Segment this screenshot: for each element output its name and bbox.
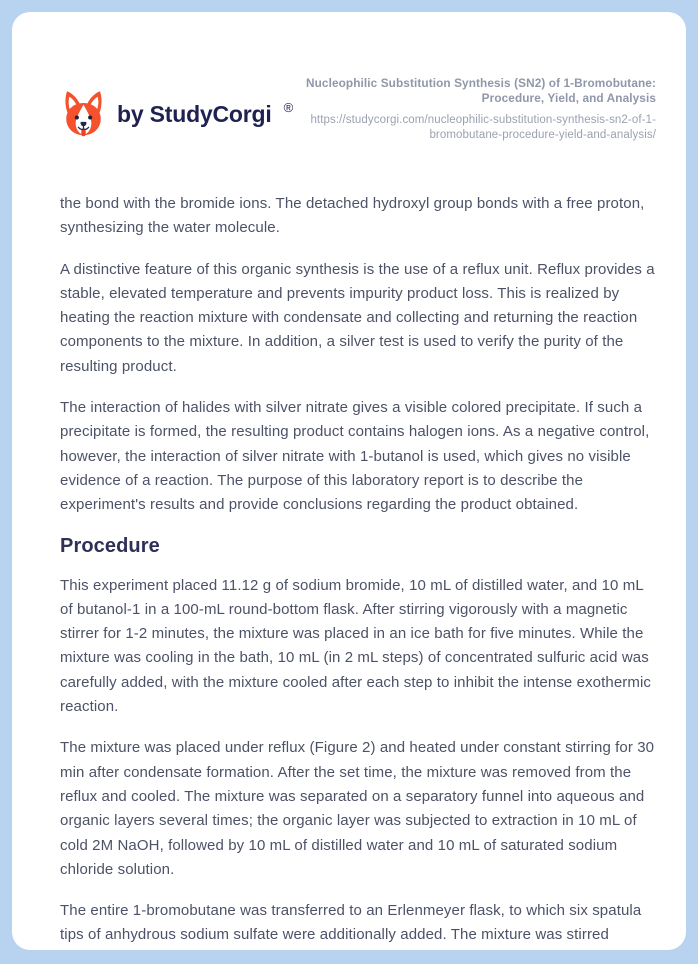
document-source-url[interactable]: https://studycorgi.com/nucleophilic-substitution-synthesis-sn2-of-1-bromobutane-procedure-yield-and-analysis/	[310, 114, 656, 141]
paragraph: The entire 1-bromobutane was transferred to an Erlenmeyer flask, to which six spatula tips of anhydrous sodium sulfate were additionally added. The mixture was stirred	[60, 902, 642, 944]
paragraph: the bond with the bromide ions. The detached hydroxyl group bonds with a free proton, synthesizing the water molecule.	[60, 195, 645, 237]
paragraph: This experiment placed 11.12 g of sodium bromide, 10 mL of distilled water, and 10 mL of butanol-1 in a 100-mL round-bottom flask. After stirring vigorously with a magnetic stirrer for 1-2 minutes, the mixture was placed in an ice bath for five minutes. While the mixture was cooling in the bath, 10 mL (in 2 mL steps) of concentrated sulfuric acid was carefully added, with the mixture cooled after each step to inhibit the intense exothermic reaction.	[60, 576, 651, 716]
section-heading-procedure: Procedure	[60, 534, 160, 557]
brand-text: by StudyCorgi	[117, 100, 272, 127]
document-card	[12, 12, 686, 950]
studycorgi-logo[interactable]	[60, 86, 293, 142]
article-body	[60, 192, 656, 948]
registered-trademark-symbol: ®	[283, 99, 294, 115]
page-header	[60, 66, 656, 143]
corgi-mascot-icon	[60, 86, 107, 142]
paragraph: A distinctive feature of this organic synthesis is the use of a reflux unit. Reflux provides a stable, elevated temperature and prevents impurity product loss. This is realized by heating the reaction mixture with condensate and collecting and returning the reaction components to the mixture. In addition, a silver test is used to verify the purity of the resulting product.	[60, 260, 655, 375]
paragraph: The mixture was placed under reflux (Figure 2) and heated under constant stirring for 30 min after condensate formation. After the set time, the mixture was removed from the reflux and cooled. The mixture was separated on a separatory funnel into aqueous and organic layers several times; the organic layer was subjected to extraction in 10 mL of cold 2M NaOH, followed by 10 mL of distilled water and 10 mL of saturated sodium chloride solution.	[60, 739, 655, 878]
paragraph: The interaction of halides with silver nitrate gives a visible colored precipitate. If such a precipitate is formed, the resulting product contains halogen ions. As a negative control, however, the interaction of silver nitrate with 1-butanol is used, which gives no visible evidence of a reaction. The purpose of this laboratory report is to describe the experiment's results and provide conclusions regarding the product obtained.	[60, 399, 650, 514]
document-meta	[304, 76, 656, 143]
document-title: Nucleophilic Substitution Synthesis (SN2) of 1-Bromobutane: Procedure, Yield, and Analysis	[306, 76, 656, 105]
